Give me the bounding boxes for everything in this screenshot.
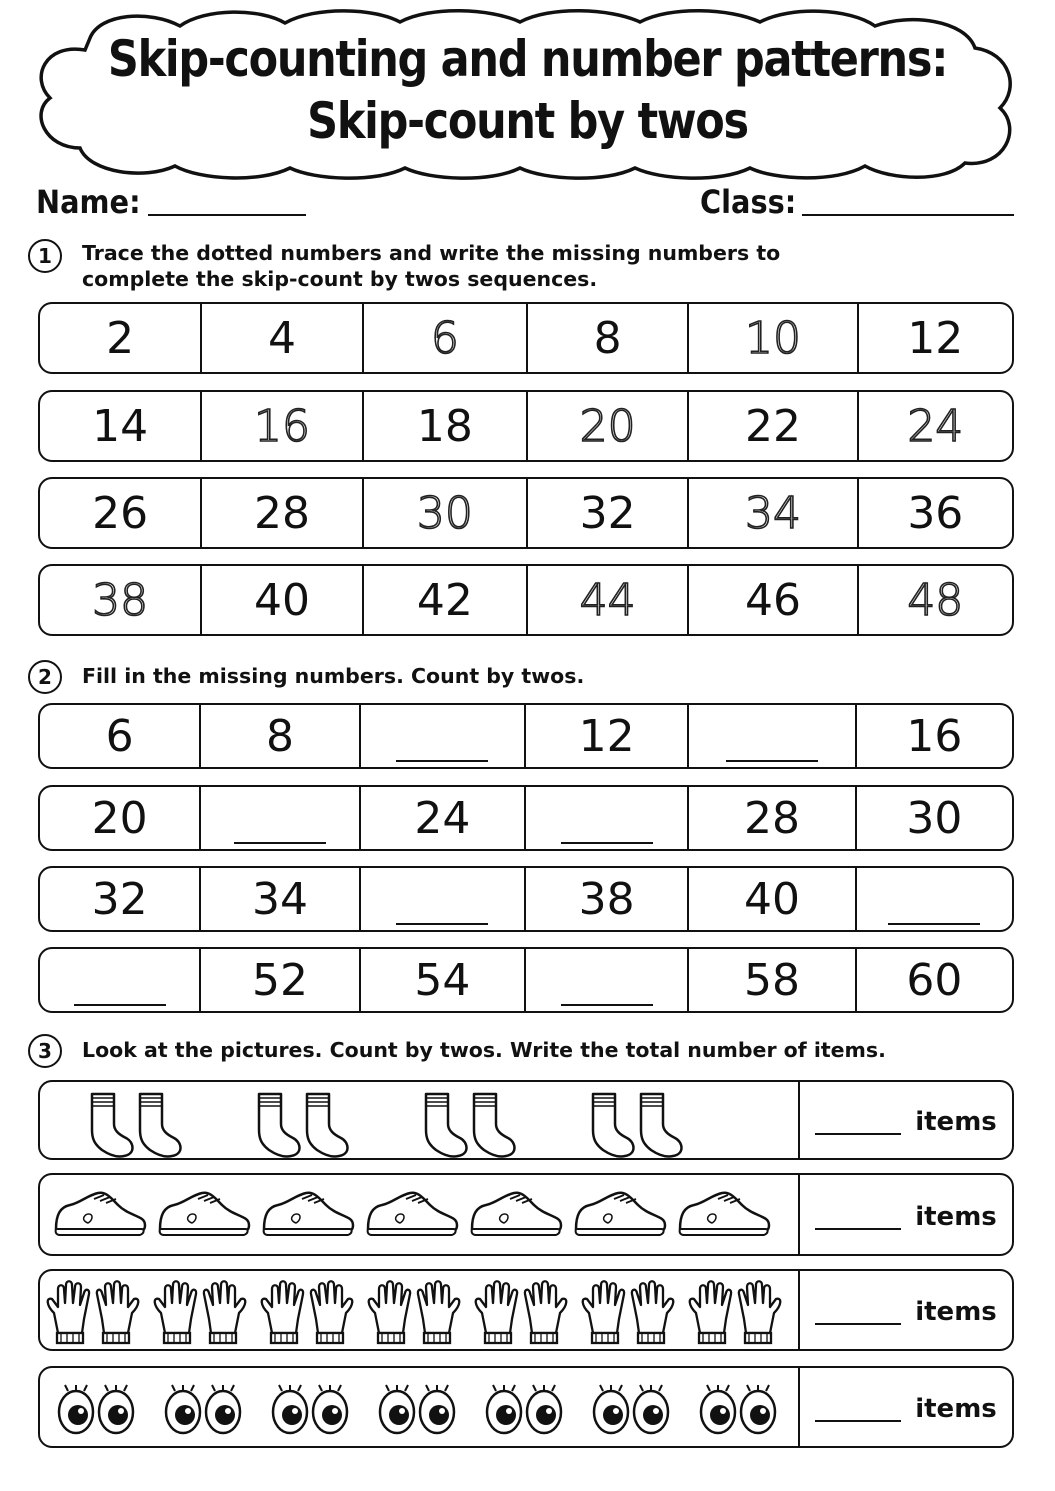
number-text: 38 <box>578 873 635 925</box>
traced-number[interactable] <box>40 566 202 634</box>
q3-row <box>38 1366 1014 1448</box>
dotted-number-text: 20 <box>579 400 636 452</box>
total-answer-blank[interactable] <box>815 1295 901 1325</box>
number-cell <box>202 479 363 547</box>
number-text: 42 <box>416 574 473 626</box>
glove-icon <box>40 1271 796 1351</box>
traced-number[interactable] <box>859 566 1012 634</box>
number-cell <box>40 392 202 460</box>
glove-pair <box>690 1281 781 1343</box>
shoe <box>264 1193 353 1235</box>
glove-pair <box>262 1281 353 1343</box>
answer-area <box>800 1175 1012 1254</box>
number-cell <box>859 304 1012 372</box>
q1-row <box>38 302 1014 374</box>
number-cell <box>361 949 526 1011</box>
number-cell <box>202 304 363 372</box>
dotted-number-text: 30 <box>416 487 473 539</box>
number-text: 58 <box>744 954 800 1006</box>
number-text: 6 <box>105 710 134 762</box>
shoe <box>368 1193 457 1235</box>
picture-area <box>40 1271 800 1349</box>
number-cell <box>528 304 689 372</box>
answer-blank-cell[interactable] <box>361 868 526 930</box>
q2-row <box>38 866 1014 932</box>
number-cell <box>689 868 856 930</box>
shoe <box>160 1193 249 1235</box>
sock-pair <box>92 1094 181 1157</box>
number-cell <box>689 949 856 1011</box>
eye-pair <box>59 1385 133 1433</box>
items-label: items <box>915 1107 997 1137</box>
number-cell <box>859 479 1012 547</box>
number-text: 4 <box>268 312 296 364</box>
dotted-number-text: 38 <box>92 574 149 626</box>
number-cell <box>40 304 202 372</box>
items-label: items <box>915 1201 997 1232</box>
number-text: 60 <box>906 954 963 1006</box>
total-answer-blank[interactable] <box>815 1105 901 1135</box>
answer-area <box>800 1271 1012 1349</box>
number-cell <box>857 705 1012 767</box>
q1-row <box>38 477 1014 549</box>
eye-pair <box>701 1385 775 1433</box>
question-1-text-line-2: complete the skip-count by twos sequences. <box>82 267 598 291</box>
answer-blank[interactable] <box>396 903 488 925</box>
dotted-number-text: 48 <box>907 574 964 626</box>
q2-row <box>38 703 1014 769</box>
eye-pair <box>273 1385 347 1433</box>
sock-icon <box>40 1082 796 1160</box>
number-text: 12 <box>578 710 635 762</box>
number-text: 30 <box>906 792 963 844</box>
number-cell <box>40 787 201 849</box>
traced-number[interactable] <box>202 392 363 460</box>
eye-pair <box>166 1385 240 1433</box>
answer-blank[interactable] <box>726 740 818 762</box>
q2-row <box>38 947 1014 1013</box>
answer-blank[interactable] <box>74 984 166 1006</box>
number-text: 18 <box>416 400 473 452</box>
title-line-2: Skip-count by twos <box>307 92 748 150</box>
answer-blank[interactable] <box>561 822 653 844</box>
q3-row <box>38 1269 1014 1351</box>
number-cell <box>526 868 689 930</box>
number-text: 14 <box>92 400 149 452</box>
glove-pair <box>476 1281 567 1343</box>
eye-pair <box>594 1385 668 1433</box>
sock-pair <box>593 1094 682 1157</box>
number-cell <box>201 868 360 930</box>
number-cell <box>857 949 1012 1011</box>
number-cell <box>40 479 202 547</box>
picture-area <box>40 1175 800 1254</box>
number-cell <box>201 949 360 1011</box>
dotted-number-text: 16 <box>254 400 310 452</box>
number-cell <box>202 566 363 634</box>
number-cell <box>40 868 201 930</box>
answer-area <box>800 1368 1012 1446</box>
answer-blank[interactable] <box>888 903 980 925</box>
dotted-number-text: 44 <box>579 574 636 626</box>
answer-blank[interactable] <box>396 740 488 762</box>
eye-pair <box>487 1385 561 1433</box>
number-cell <box>364 566 528 634</box>
traced-number[interactable] <box>689 479 858 547</box>
question-1-number: 1 <box>28 239 62 273</box>
shoe-icon <box>40 1175 796 1256</box>
picture-area <box>40 1082 800 1158</box>
glove-pair <box>48 1281 139 1343</box>
number-text: 32 <box>91 873 148 925</box>
number-text: 28 <box>744 792 800 844</box>
number-text: 2 <box>106 312 135 364</box>
number-text: 26 <box>92 487 149 539</box>
number-cell <box>526 705 689 767</box>
picture-area <box>40 1368 800 1446</box>
answer-blank-cell[interactable] <box>40 949 201 1011</box>
question-3-number: 3 <box>28 1034 62 1068</box>
number-text: 24 <box>414 792 471 844</box>
total-answer-blank[interactable] <box>815 1200 901 1230</box>
number-cell <box>689 787 856 849</box>
shoe <box>56 1193 145 1235</box>
name-label: Name: <box>36 183 141 221</box>
title-line-1: Skip-counting and number patterns: <box>107 30 948 88</box>
glove-pair <box>369 1281 460 1343</box>
shoe <box>472 1193 561 1235</box>
q1-row <box>38 390 1014 462</box>
q2-row <box>38 785 1014 851</box>
number-cell <box>528 479 689 547</box>
number-text: 40 <box>254 574 310 626</box>
dotted-number-text: 34 <box>744 487 801 539</box>
traced-number[interactable] <box>528 566 689 634</box>
question-3-text: Look at the pictures. Count by twos. Write the total number of items. <box>82 1038 886 1062</box>
dotted-number-text: 24 <box>907 400 964 452</box>
glove-pair <box>155 1281 246 1343</box>
number-text: 52 <box>252 954 309 1006</box>
number-cell <box>689 566 858 634</box>
eye-icon <box>40 1368 796 1448</box>
number-text: 12 <box>907 312 964 364</box>
number-text: 20 <box>91 792 148 844</box>
answer-blank[interactable] <box>561 984 653 1006</box>
number-cell <box>361 787 526 849</box>
number-text: 36 <box>907 487 964 539</box>
glove-pair <box>583 1281 674 1343</box>
traced-number[interactable] <box>364 304 528 372</box>
question-2-text: Fill in the missing numbers. Count by twos. <box>82 664 585 688</box>
number-cell <box>40 705 201 767</box>
q3-row <box>38 1080 1014 1160</box>
number-text: 34 <box>252 873 309 925</box>
answer-blank-cell[interactable] <box>361 705 526 767</box>
eye-pair <box>380 1385 454 1433</box>
traced-number[interactable] <box>528 392 689 460</box>
sock-pair <box>259 1094 348 1157</box>
answer-blank-cell[interactable] <box>526 787 689 849</box>
answer-area <box>800 1082 1012 1158</box>
number-text: 8 <box>593 312 622 364</box>
items-label: items <box>915 1297 997 1327</box>
sock-pair <box>426 1094 515 1157</box>
dotted-number-text: 10 <box>744 312 801 364</box>
traced-number[interactable] <box>364 479 528 547</box>
class-blank[interactable] <box>802 214 1014 216</box>
traced-number[interactable] <box>859 392 1012 460</box>
name-blank[interactable] <box>148 214 306 216</box>
number-cell <box>364 392 528 460</box>
answer-blank-cell[interactable] <box>526 949 689 1011</box>
number-text: 16 <box>906 710 963 762</box>
number-text: 8 <box>266 710 295 762</box>
q3-row <box>38 1173 1014 1256</box>
question-1-text-line-1: Trace the dotted numbers and write the missing numbers to <box>82 241 781 265</box>
answer-blank[interactable] <box>234 822 326 844</box>
question-2-number: 2 <box>28 660 62 694</box>
class-label: Class: <box>700 183 797 221</box>
number-text: 40 <box>744 873 800 925</box>
number-text: 32 <box>579 487 636 539</box>
answer-blank-cell[interactable] <box>857 868 1012 930</box>
items-label: items <box>915 1394 997 1424</box>
number-cell <box>201 705 360 767</box>
dotted-number-text: 6 <box>430 312 459 364</box>
number-cell <box>689 392 858 460</box>
number-text: 22 <box>744 400 801 452</box>
answer-blank-cell[interactable] <box>689 705 856 767</box>
number-text: 54 <box>414 954 471 1006</box>
number-text: 28 <box>254 487 310 539</box>
shoe <box>680 1193 769 1235</box>
traced-number[interactable] <box>689 304 858 372</box>
answer-blank-cell[interactable] <box>201 787 360 849</box>
shoe <box>576 1193 665 1235</box>
q1-row <box>38 564 1014 636</box>
total-answer-blank[interactable] <box>815 1392 901 1422</box>
number-cell <box>857 787 1012 849</box>
number-text: 46 <box>744 574 801 626</box>
